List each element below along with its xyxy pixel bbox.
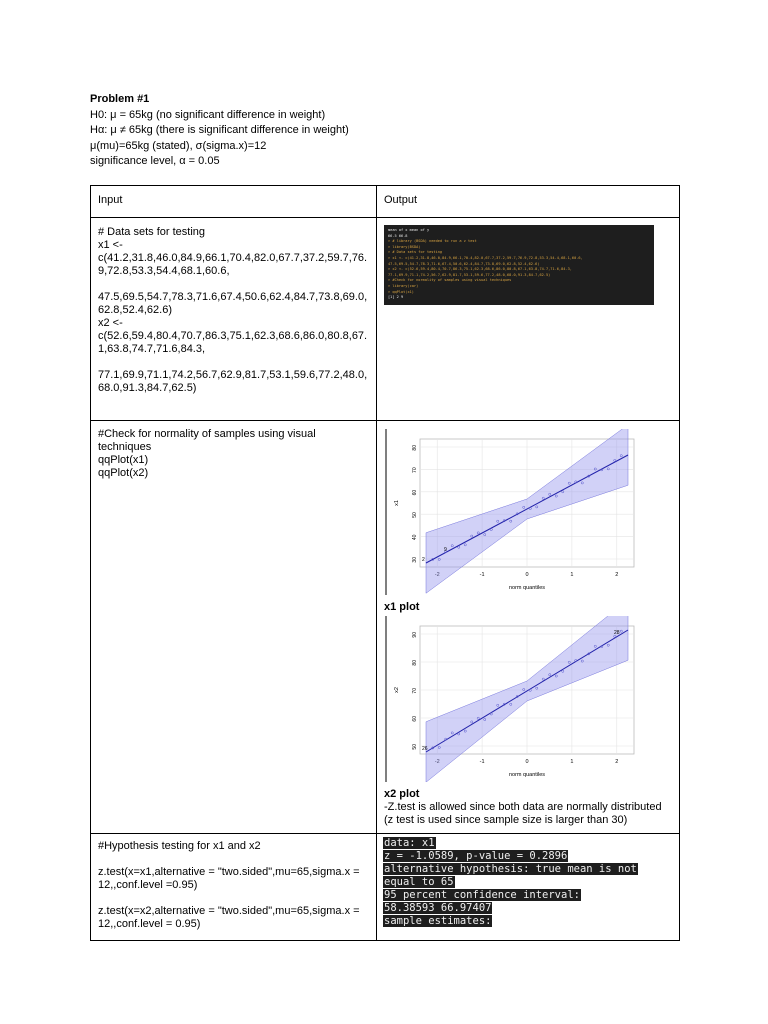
x-tick-label: 2 [615,572,619,578]
table-row [91,218,680,421]
ztest-output-line: sample estimates: [384,915,492,927]
console-line: > library(car) [388,283,419,288]
qq-plot-x2 [384,616,646,782]
x-tick-label: -1 [479,572,485,578]
y-tick-label: 50 [412,744,418,750]
ztest-comment: #Hypothesis testing for x1 and x2 [98,840,261,852]
y-tick-label: 60 [412,716,418,722]
x-tick-label: 0 [525,759,529,765]
y-tick-label: 30 [412,557,418,563]
ztest-x2-cmd: z.test(x=x2,alternative = "two.sided",mu=65,sigma.x = 12,,conf.level = 0.95) [98,905,360,930]
table-row [91,834,680,941]
ztest-allowed-note: -Z.test is allowed since both data are normally distributed [384,801,662,813]
console-line: mean of x mean of y [388,228,430,232]
point-label: 2 [422,557,425,563]
x-tick-label: 2 [615,759,619,765]
x2-values-part1: c(52.6,59.4,80.4,70.7,86.3,75.1,62.3,68.6,86.0,80.8,67.1,63.8,74.7,71.6,84.3, [98,330,368,355]
input-header: Input [91,186,377,218]
y-tick-label: 80 [412,660,418,666]
table-row [91,421,680,834]
y-tick-label: 60 [412,489,418,496]
table-header-row [91,186,680,218]
x1-assign: x1 <- [98,239,123,251]
console-line: > # library (BSDA) needed to run a z test [388,239,477,244]
x-tick-label: 1 [570,759,574,765]
ztest-input-cell [91,834,377,941]
y-tick-label: 70 [412,467,418,473]
ztest-output-cell [377,834,680,941]
significance-level: significance level, α = 0.05 [90,155,220,167]
output-header: Output [377,186,680,218]
y-tick-label: 90 [412,632,418,638]
console-line: > #Check for normality of samples using visual techniques [388,278,512,283]
console-line: 47.5,69.5,54.7,78.3,71.6,67.4,50.6,62.4,84.7,73.8,69.0,62.8,52.4,62.6) [388,261,540,266]
dataset-input-cell [91,218,377,421]
qq-plot-x1 [384,429,646,595]
analysis-table [90,185,680,941]
problem-title: Problem #1 [90,93,150,105]
y-axis-label: x2 [394,687,400,693]
y-tick-label: 50 [412,512,418,518]
ztest-output-line: equal to 65 [384,876,454,888]
y-tick-label: 70 [412,688,418,694]
normality-comment: #Check for normality of samples using visual techniques [98,428,316,453]
console-line: 77.1,69.9,71.1,74.2,56.7,62.9,81.7,53.1,59.6,77.2,48.0,68.0,91.3,84.7,62.5) [388,272,551,277]
console-line: > x1 <- c(41.2,31.8,46.0,84.9,66.1,70.4,82.0,67.7,37.2,59.7,76.9,72.8,53.3,54.4,68.1,60.6, [388,255,583,260]
y-tick-label: 40 [412,534,418,541]
x-tick-label: 0 [525,572,529,578]
x-tick-label: -1 [479,759,485,765]
ztest-output-line: z = -1.0589, p-value = 0.2896 [384,850,568,862]
console-line: > x2 <- c(52.6,59.4,80.4,70.7,86.3,75.1,62.3,68.6,86.0,80.8,67.1,63.8,74.7,71.6,84.3, [388,267,572,272]
dataset-comment: # Data sets for testing [98,226,205,238]
mu-sigma-line: μ(mu)=65kg (stated), σ(sigma.x)=12 [90,139,267,152]
x-axis-label: norm quantiles [508,585,546,591]
qqplot-x2-cmd: qqPlot(x2) [98,467,149,479]
x1-values-part1: c(41.2,31.8,46.0,84.9,66.1,70.4,82.0,67.7,37.2,59.7,76.9,72.8,53.3,54.4,68.1,60.6, [98,252,368,277]
point-label: 26 [422,746,428,752]
y-tick-label: 80 [412,445,418,451]
console-line: 66.5 66.8 [388,233,408,238]
x-tick-label: -2 [434,572,440,578]
point-label: 9 [444,547,447,553]
x-tick-label: 1 [570,572,574,578]
problem-header [90,92,349,170]
ztest-reason-note: (z test is used since sample size is larger than 30) [384,814,628,826]
x2-values-part2: 77.1,69.9,71.1,74.2,56.7,62.9,81.7,53.1,59.6,77.2,48.0,68.0,91.3,84.7,62.5) [98,369,368,394]
r-console-screenshot [384,225,654,305]
console-line: > library(BSDA) [388,244,421,249]
x-tick-label: -2 [434,759,440,765]
console-line: > # Data sets for testing [388,250,443,255]
console-output-cell [377,218,680,421]
y-axis-label: x1 [394,500,400,506]
qqplot-x1-cmd: qqPlot(x1) [98,454,149,466]
point-label: 28 [614,630,620,636]
x-axis-label: norm quantiles [508,772,546,778]
null-hypothesis: H0: μ = 65kg (no significant difference in weight) [90,108,326,121]
x1-plot-caption: x1 plot [384,601,420,613]
ztest-output-line: 58.38593 66.97407 [384,902,492,914]
normality-input-cell [91,421,377,834]
ztest-output-line: 95 percent confidence interval: [384,889,580,901]
ztest-output [383,837,672,928]
ztest-x1-cmd: z.test(x=x1,alternative = "two.sided",mu=65,sigma.x = 12,,conf.level =0.95) [98,866,360,891]
x2-assign: x2 <- [98,317,123,329]
alternative-hypothesis: Hα: μ ≠ 65kg (there is significant difference in weight) [90,124,349,136]
ztest-output-line: alternative hypothesis: true mean is not [384,863,637,875]
x2-plot-caption: x2 plot [384,788,420,800]
console-line: [1] 2 9 [388,295,404,300]
x1-values-part2: 47.5,69.5,54.7,78.3,71.6,67.4,50.6,62.4,84.7,73.8,69.0,62.8,52.4,62.6) [98,291,368,316]
console-line: > qqPlot(x1) [388,289,414,294]
ztest-output-line: data: x1 [384,837,435,849]
plots-output-cell [377,421,680,834]
